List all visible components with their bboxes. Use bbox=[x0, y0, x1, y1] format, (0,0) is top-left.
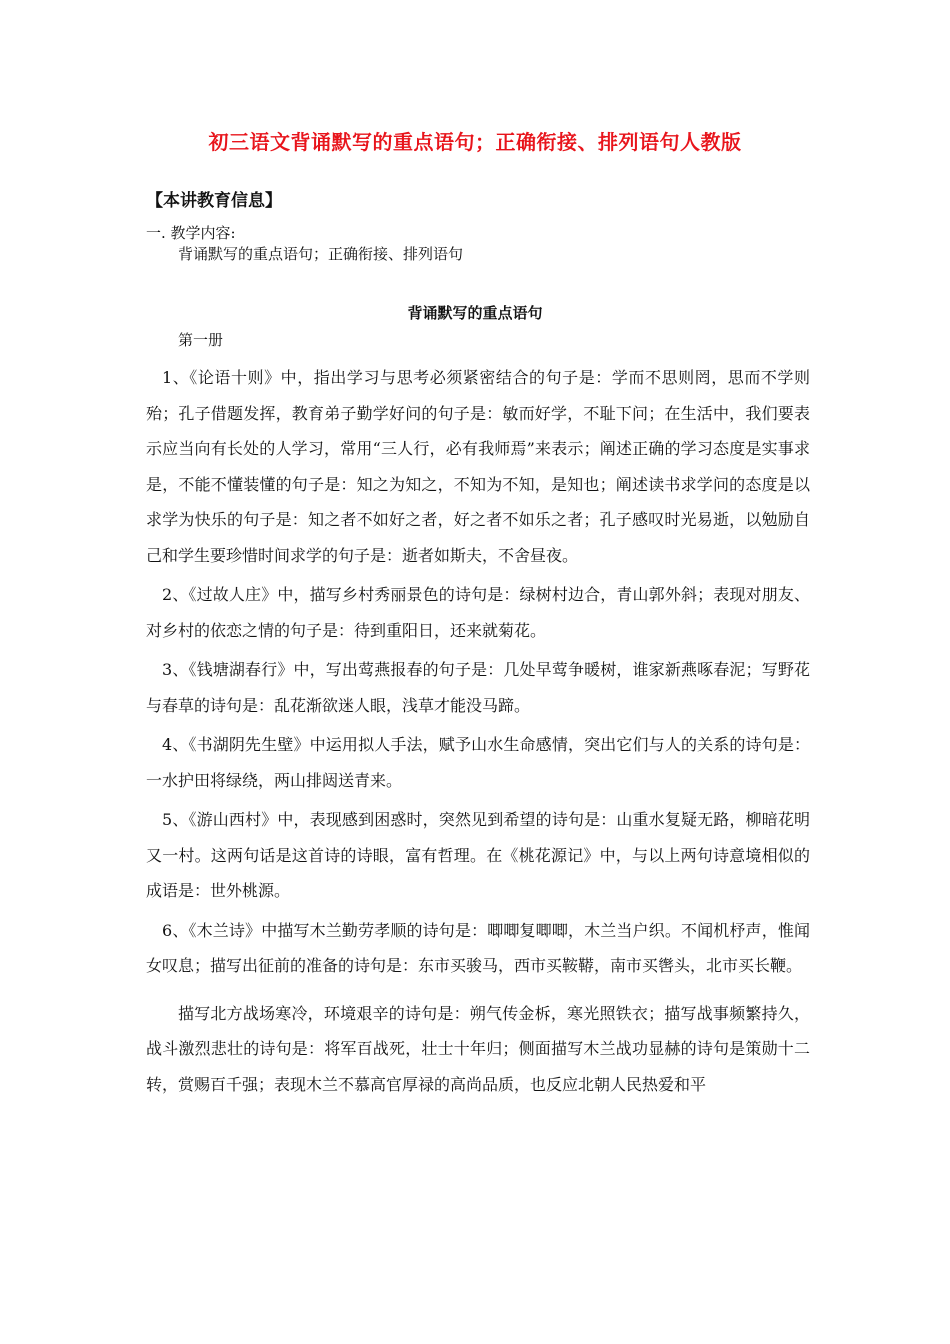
body-text bbox=[146, 360, 810, 1106]
volume-label: 第一册 bbox=[178, 331, 224, 349]
teaching-content-label: 一. 教学内容: bbox=[146, 224, 236, 242]
paragraph-item-4: 4、《书湖阴先生壁》中运用拟人手法，赋予山水生命感情，突出它们与人的关系的诗句是：一水护田将绿绕，两山排闼送青来。 bbox=[146, 735, 810, 790]
page-title: 初三语文背诵默写的重点语句；正确衔接、排列语句人教版 bbox=[208, 130, 742, 154]
section-heading: 【本讲教育信息】 bbox=[146, 191, 282, 211]
paragraph-item-3: 3、《钱塘湖春行》中，写出莺燕报春的句子是：几处早莺争暖树，谁家新燕啄春泥；写野花与春草的诗句是：乱花渐欲迷人眼，浅草才能没马蹄。 bbox=[146, 660, 810, 715]
teaching-content-text: 背诵默写的重点语句；正确衔接、排列语句 bbox=[178, 245, 464, 263]
paragraph-item-5: 5、《游山西村》中，表现感到困惑时，突然见到希望的诗句是：山重水复疑无路，柳暗花明又一村。这两句话是这首诗的诗眼，富有哲理。在《桃花源记》中，与以上两句诗意境相似的成语是：世外桃源。 bbox=[146, 810, 810, 900]
paragraph-item-1: 1、《论语十则》中，指出学习与思考必须紧密结合的句子是：学而不思则罔，思而不学则殆；孔子借题发挥，教育弟子勤学好问的句子是：敏而好学，不耻下问；在生活中，我们要表示应当向有长处的人学习，常用“三人行，必有我师焉”来表示；阐述正确的学习态度是实事求是，不能不懂装懂的句子是：知之为知之，不知为不知，是知也；阐述读书求学问的态度是以求学为快乐的句子是：知之者不如好之者，好之者不如乐之者；孔子感叹时光易逝，以勉励自己和学生要珍惜时间求学的句子是：逝者如斯夫，不舍昼夜。 bbox=[146, 368, 810, 565]
paragraph-item-6: 6、《木兰诗》中描写木兰勤劳孝顺的诗句是：唧唧复唧唧，木兰当户织。不闻机杼声，惟闻女叹息；描写出征前的准备的诗句是：东市买骏马，西市买鞍鞯，南市买辔头，北市买长鞭。 bbox=[146, 920, 810, 975]
section-subtitle: 背诵默写的重点语句 bbox=[407, 304, 543, 322]
paragraph-continuation: 描写北方战场寒冷，环境艰辛的诗句是：朔气传金柝，寒光照铁衣；描写战事频繁持久，战斗激烈悲壮的诗句是：将军百战死，壮士十年归；侧面描写木兰战功显赫的诗句是策勋十二转，赏赐百千强；表现木兰不慕高官厚禄的高尚品质，也反应北朝人民热爱和平 bbox=[146, 1003, 810, 1094]
paragraph-item-2: 2、《过故人庄》中，描写乡村秀丽景色的诗句是：绿树村边合，青山郭外斜；表现对朋友、对乡村的依恋之情的句子是：待到重阳日，还来就菊花。 bbox=[146, 585, 810, 640]
